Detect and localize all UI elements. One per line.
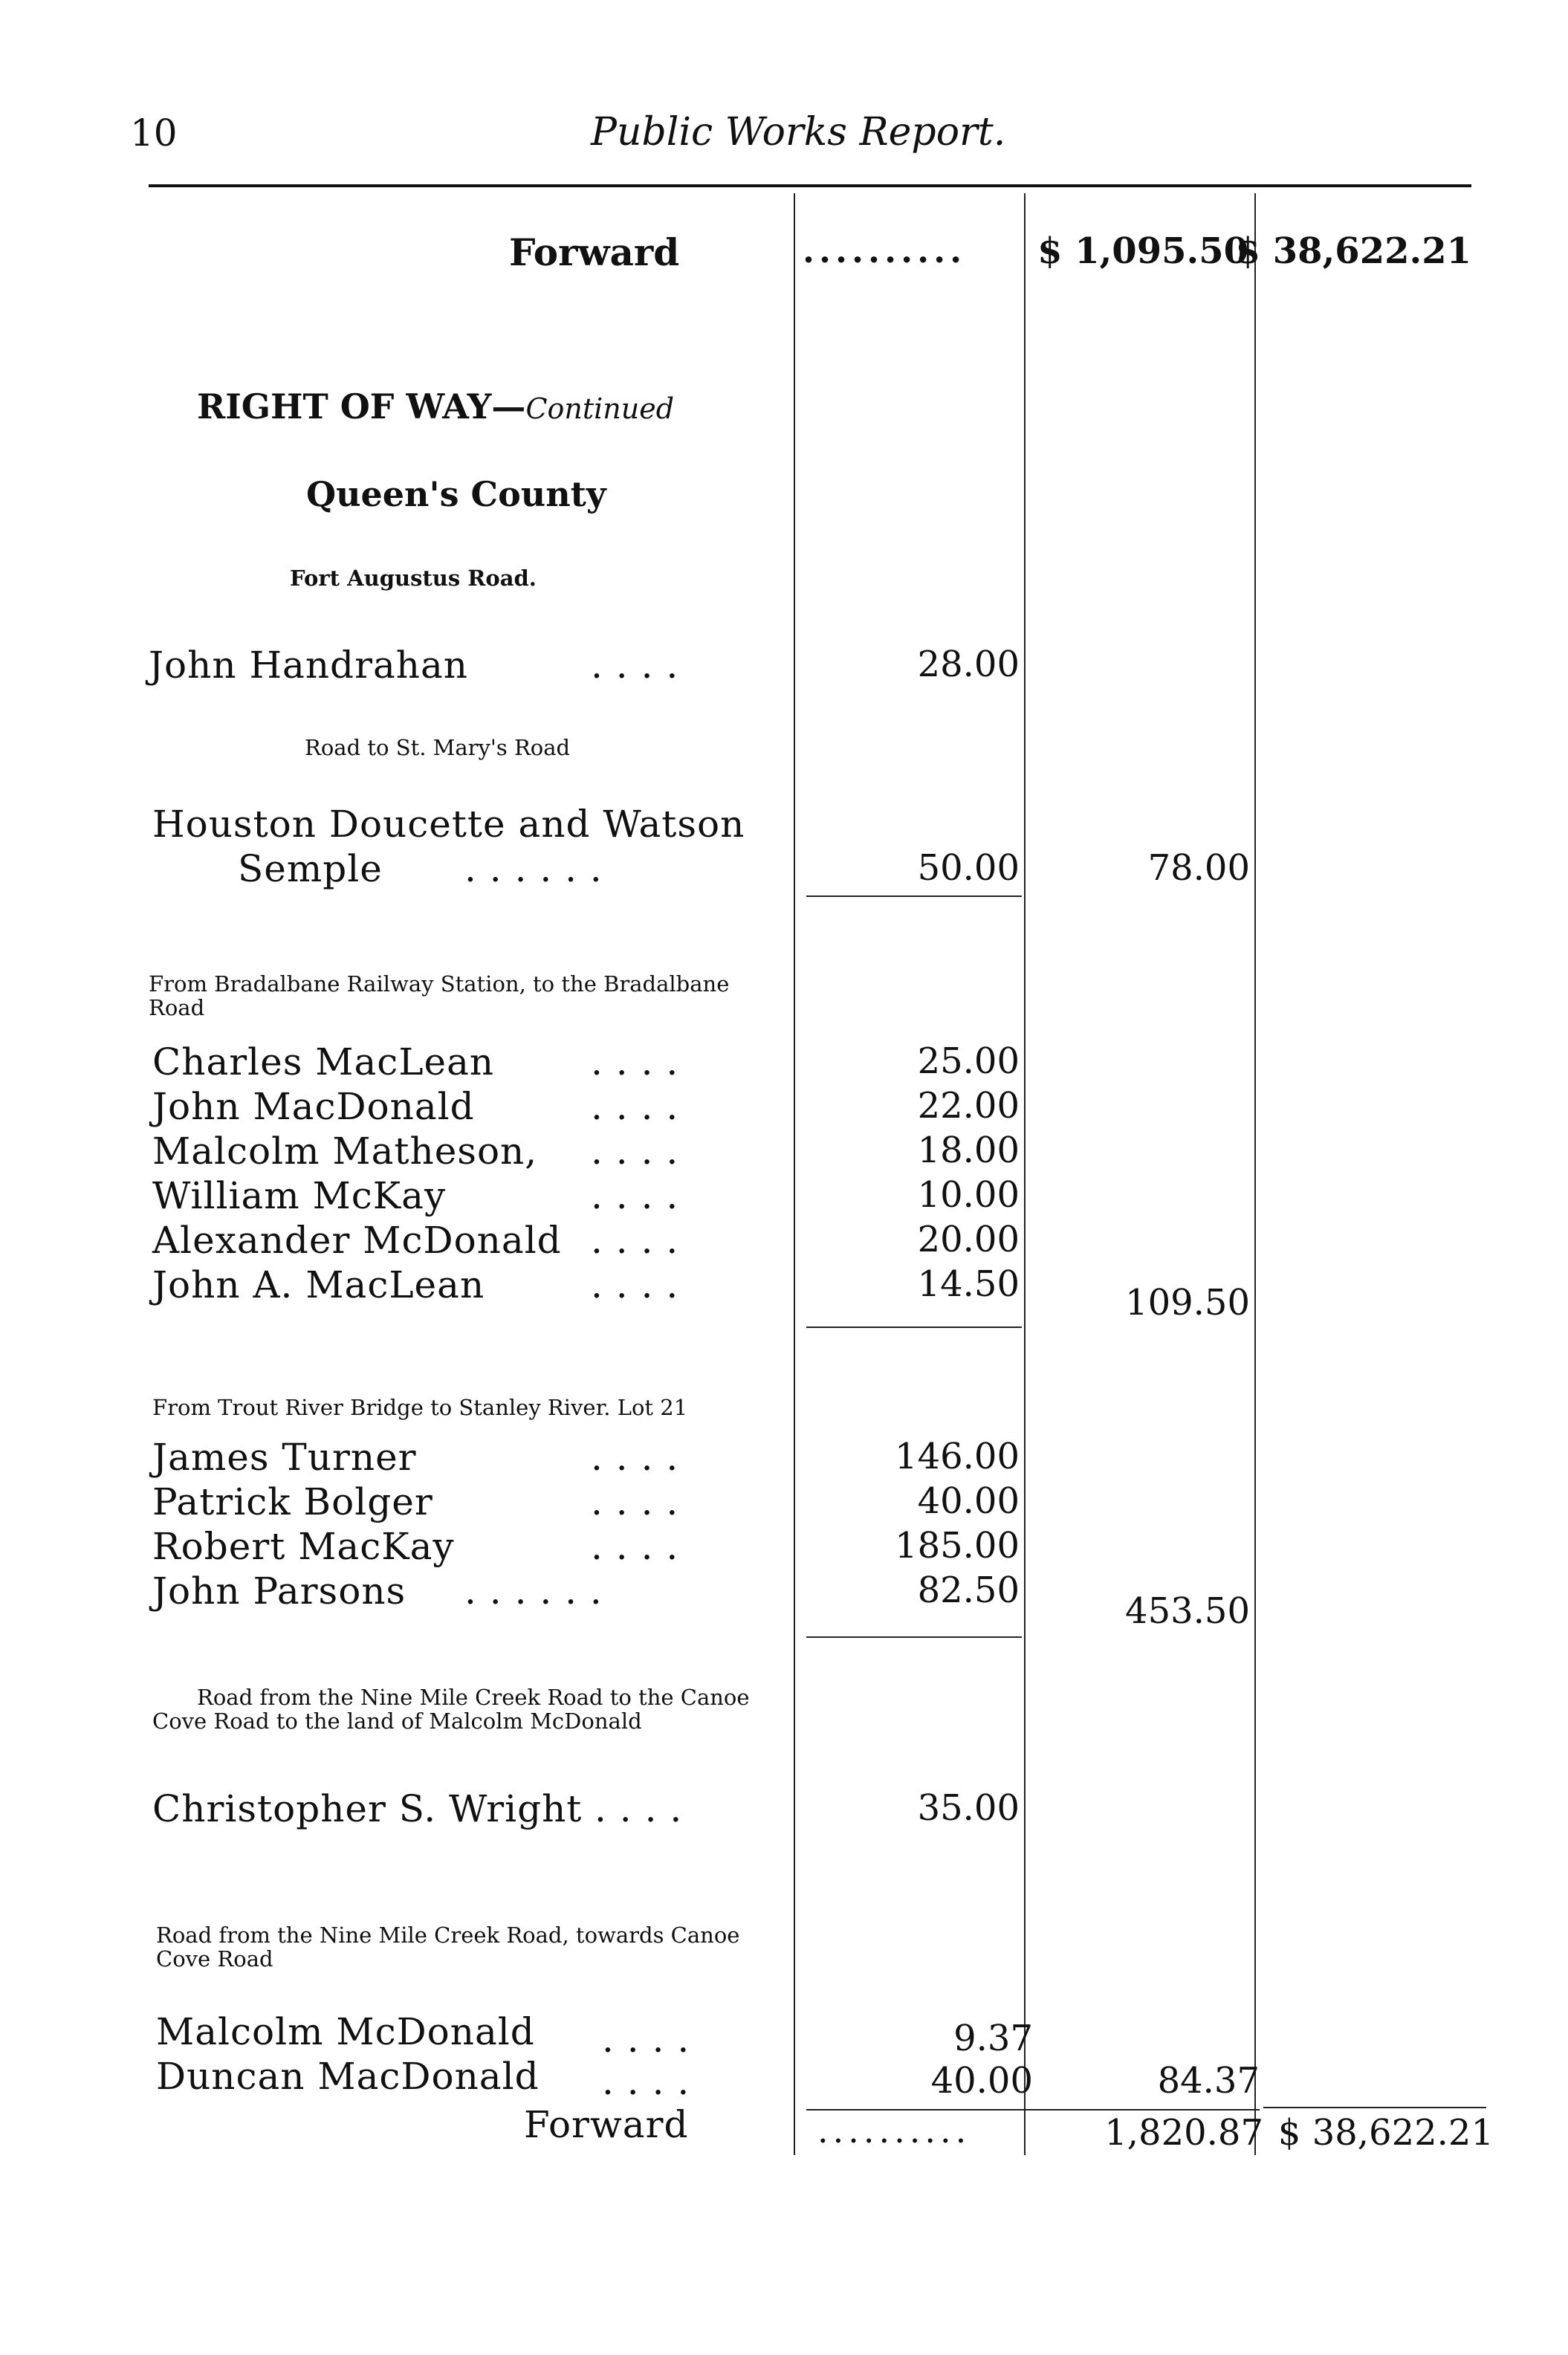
subtotal-amount: 453.50 <box>1125 1590 1250 1632</box>
entry-name: John A. MacLean <box>152 1263 485 1306</box>
forward-total-col3-top: $ 38,622.21 <box>1235 230 1471 272</box>
entry-amount: 14.50 <box>917 1263 1020 1305</box>
entry-dots: . . . . <box>591 1219 679 1262</box>
entry-dots: . . . . <box>591 1436 679 1479</box>
group-heading: From Trout River Bridge to Stanley River. Lot 21 <box>152 1395 688 1420</box>
entry-name: Christopher S. Wright <box>152 1787 583 1830</box>
subtotal-rule <box>806 1326 1022 1328</box>
entry-name: Robert MacKay <box>152 1525 455 1568</box>
entry-name: William McKay <box>152 1174 447 1217</box>
entry-dots: . . . . <box>595 1787 683 1830</box>
entry-amount: 146.00 <box>895 1436 1020 1477</box>
entry-dots: . . . . <box>591 1525 679 1568</box>
entry-name: Houston Doucette and Watson <box>152 803 745 846</box>
column-rule-1 <box>794 193 795 2155</box>
page-title: Public Works Report. <box>591 110 1006 155</box>
column-rule-3 <box>1254 193 1256 2155</box>
section-title: RIGHT OF WAY— <box>197 386 526 427</box>
group-heading: Road from the Nine Mile Creek Road, towards Canoe Cove Road <box>156 1922 740 1972</box>
subtotal-amount: 109.50 <box>1125 1282 1250 1324</box>
group-heading: From Bradalbane Railway Station, to the Bradalbane Road <box>149 971 730 1020</box>
entry-dots: . . . . <box>591 1480 679 1523</box>
forward-label-bottom: Forward <box>524 2103 689 2146</box>
entry-amount: 28.00 <box>917 644 1020 685</box>
entry-dots: . . . . <box>591 1085 679 1128</box>
entry-amount: 22.00 <box>917 1085 1020 1127</box>
entry-dots: . . . . . . <box>464 847 603 890</box>
county-heading: Queen's County <box>306 474 606 514</box>
entry-name: Charles MacLean <box>152 1040 495 1083</box>
section-heading <box>197 386 674 427</box>
entry-amount: 82.50 <box>917 1570 1020 1611</box>
entry-name: Semple <box>238 847 383 890</box>
group-heading: Road from the Nine Mile Creek Road to the Canoe Cove Road to the land of Malcolm McDonald <box>152 1685 750 1734</box>
forward-label-top: Forward <box>509 230 680 274</box>
entry-amount: 50.00 <box>917 847 1020 889</box>
forward-total-col2-top: $ 1,095.50 <box>1037 230 1248 272</box>
group-heading: Road to St. Mary's Road <box>305 735 571 760</box>
entry-amount: 40.00 <box>930 2060 1033 2102</box>
entry-name: Alexander McDonald <box>152 1219 562 1262</box>
entry-dots: . . . . <box>591 1263 679 1306</box>
forward-total-col3-bottom: $ 38,622.21 <box>1277 2112 1494 2154</box>
entry-dots: . . . . <box>591 644 679 687</box>
entry-amount: 18.00 <box>917 1130 1020 1171</box>
subtotal-rule <box>806 895 1022 897</box>
subtotal-rule <box>806 1636 1022 1638</box>
forward-dots-top: .......... <box>803 230 967 271</box>
entry-name: Duncan MacDonald <box>156 2055 540 2098</box>
entry-amount: 25.00 <box>917 1040 1020 1082</box>
section-continued: Continued <box>525 392 675 425</box>
entry-name: Malcolm Matheson, <box>152 1130 538 1173</box>
entry-amount: 20.00 <box>917 1219 1020 1260</box>
header-rule <box>149 184 1471 187</box>
entry-amount: 185.00 <box>895 1525 1020 1567</box>
column-rule-2 <box>1024 193 1026 2155</box>
entry-amount: 40.00 <box>917 1480 1020 1522</box>
entry-dots: . . . . <box>591 1174 679 1217</box>
entry-name: James Turner <box>152 1436 417 1479</box>
forward-dots-bottom: .......... <box>817 2111 971 2151</box>
entry-dots: . . . . <box>591 1130 679 1173</box>
entry-name: John MacDonald <box>152 1085 475 1128</box>
entry-dots: . . . . <box>602 2060 690 2103</box>
page-number: 10 <box>130 111 178 155</box>
entry-name: Patrick Bolger <box>152 1480 433 1523</box>
subtotal-amount: 78.00 <box>1147 847 1250 889</box>
entry-name: John Handrahan <box>149 644 468 687</box>
subtotal-amount: 84.37 <box>1157 2060 1260 2102</box>
entry-dots: . . . . <box>591 1040 679 1083</box>
entry-amount: 10.00 <box>917 1174 1020 1216</box>
entry-amount: 35.00 <box>917 1787 1020 1829</box>
entry-amount: 9.37 <box>953 2018 1033 2059</box>
group-heading: Fort Augustus Road. <box>290 566 537 591</box>
entry-dots: . . . . . . <box>464 1570 603 1613</box>
entry-name: John Parsons <box>152 1570 406 1613</box>
entry-name: Malcolm McDonald <box>156 2010 535 2053</box>
forward-total-col2-bottom: 1,820.87 <box>1104 2112 1263 2154</box>
total-rule <box>1263 2107 1486 2108</box>
entry-dots: . . . . <box>602 2018 690 2061</box>
